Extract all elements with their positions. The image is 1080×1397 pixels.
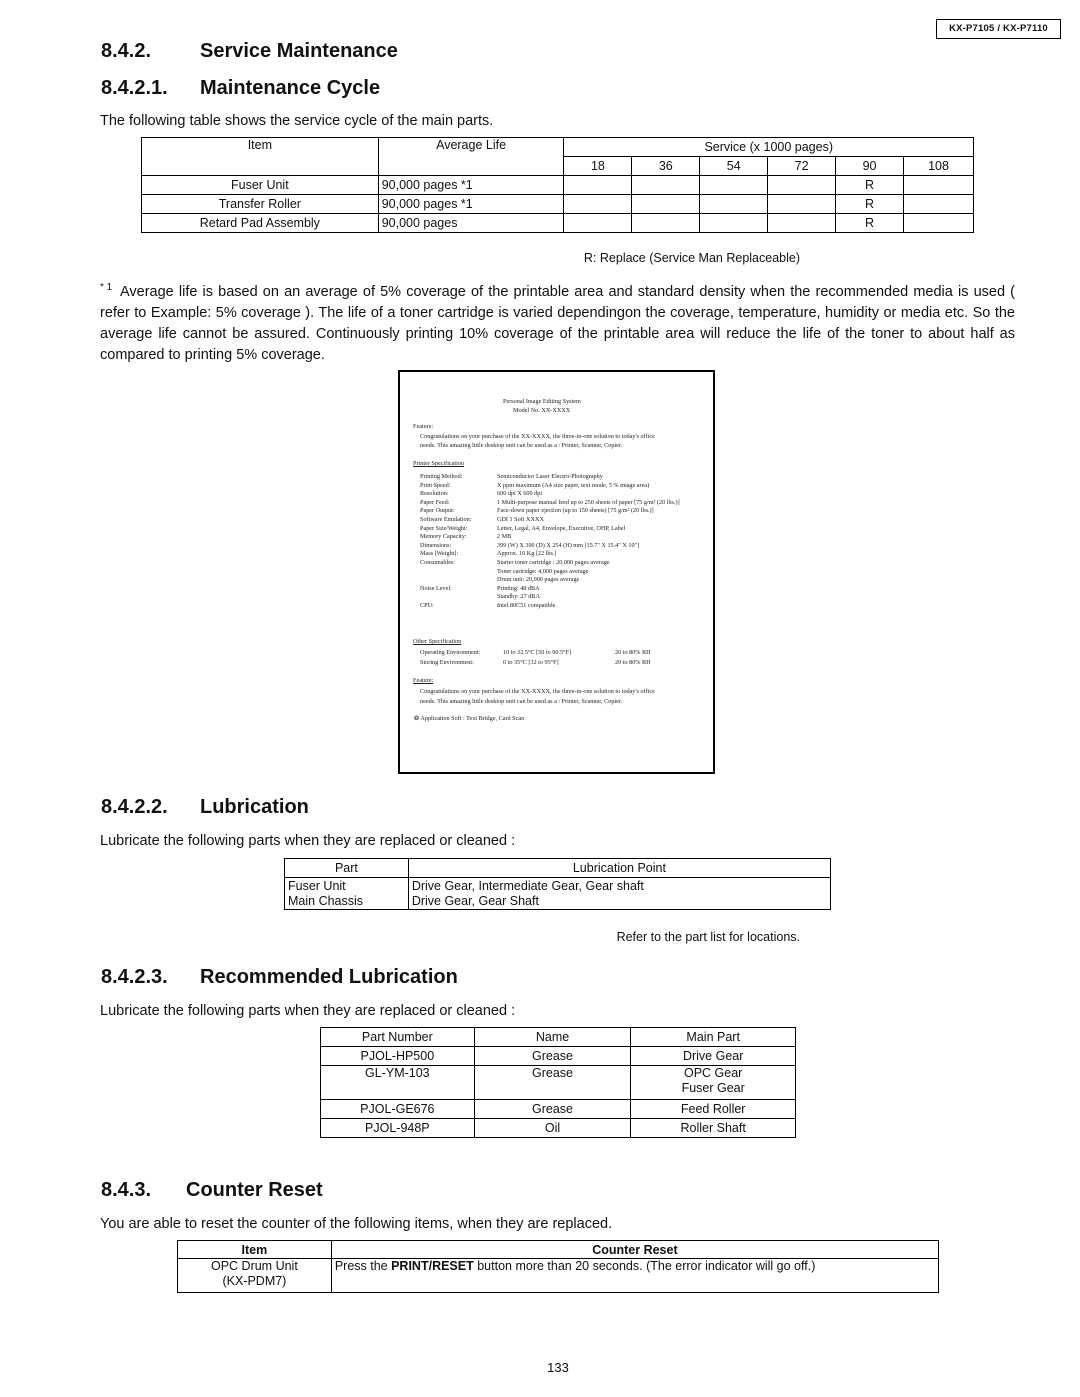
part-number-cell: PJOL-948P	[321, 1119, 475, 1138]
col-header-part: Part	[285, 859, 409, 878]
env-rh: 20 to 80% RH	[615, 649, 651, 656]
col-header-part-number: Part Number	[321, 1028, 475, 1047]
name-cell: Grease	[474, 1066, 631, 1100]
service-cell	[700, 195, 768, 214]
reset-instruction-cell	[331, 1259, 938, 1293]
part-cell: Fuser Unit	[285, 878, 409, 894]
spec-value: Standby: 27 dBA	[497, 593, 540, 601]
service-col: 108	[903, 157, 973, 176]
service-cell	[768, 176, 836, 195]
main-part-cell: Roller Shaft	[631, 1119, 796, 1138]
reset-text: Press the	[334, 1259, 392, 1273]
env-label: Storing Environment:	[420, 659, 474, 666]
heading-number: 8.4.3.	[101, 1179, 152, 1201]
spec-value: Printing: 48 dBA	[497, 584, 540, 592]
heading-number: 8.4.2.1.	[101, 77, 168, 99]
sample-other-heading: Other Specification	[413, 638, 462, 645]
spec-value: Toner cartridge: 4,000 pages average	[497, 567, 589, 575]
spec-value: Face-down paper ejection (up to 150 sheets) [75 g/m² (20 lbs.)]	[497, 507, 654, 515]
service-col: 90	[836, 157, 904, 176]
replace-legend: R: Replace (Service Man Replaceable)	[583, 251, 800, 265]
spec-value: Drum unit: 20,000 pages average	[497, 576, 580, 584]
col-header-average-life: Average Life	[378, 138, 564, 176]
main-part-cell	[631, 1066, 796, 1100]
spec-label: Noise Level:	[420, 584, 452, 592]
table-row	[321, 1119, 796, 1138]
spec-label: Mass [Weight]:	[420, 550, 459, 558]
model-tag: KX-P7105 / KX-P7110	[936, 19, 1061, 39]
spec-value: X ppm maximum (A4 size paper, text mode, 5 % image area)	[497, 481, 650, 489]
service-cell	[632, 195, 700, 214]
table-row	[178, 1259, 939, 1293]
spec-label: CPU:	[420, 601, 434, 609]
col-header-lubrication-point: Lubrication Point	[408, 859, 830, 878]
spec-label: Consumables:	[420, 558, 456, 566]
service-cell	[903, 176, 973, 195]
heading-lubrication	[101, 796, 309, 819]
table-row	[142, 195, 974, 214]
spec-label: Resolution:	[420, 490, 449, 498]
spec-label: Paper Feed:	[420, 498, 450, 506]
main-part-line: OPC Gear	[684, 1066, 743, 1080]
item-cell: Transfer Roller	[142, 195, 379, 214]
maintenance-intro: The following table shows the service cycle of the main parts.	[100, 113, 494, 129]
service-cell	[564, 195, 632, 214]
heading-title: Recommended Lubrication	[200, 966, 458, 988]
spec-value: GDI 1 Soft XXXX	[497, 515, 544, 523]
table-row	[285, 878, 831, 894]
sample-spec-heading: Printer Specification	[413, 460, 465, 467]
heading-service-maintenance	[101, 40, 398, 63]
spec-value: Intel 80C51 compatible	[497, 601, 556, 609]
heading-maintenance-cycle	[101, 77, 380, 100]
main-part-cell: Drive Gear	[631, 1047, 796, 1066]
spec-value: 1 Multi-purpose manual feed up to 250 sheets of paper [75 g/m² (20 lbs.)]	[497, 498, 680, 506]
heading-number: 8.4.2.	[101, 40, 152, 62]
spec-value: Approx. 10 Kg [22 lbs.]	[497, 550, 557, 558]
service-cell: R	[836, 176, 904, 195]
item-line: OPC Drum Unit	[210, 1259, 298, 1273]
spec-value: Letter, Legal, A4, Envelope, Executive, OHP, Label	[497, 524, 626, 532]
service-col: 18	[564, 157, 632, 176]
spec-label: Print Speed:	[420, 481, 451, 489]
heading-number: 8.4.2.2.	[101, 796, 168, 818]
item-cell: Retard Pad Assembly	[142, 214, 379, 233]
part-cell: Main Chassis	[285, 894, 409, 910]
item-cell: Fuser Unit	[142, 176, 379, 195]
spec-value: Starter toner cartridge : 20,000 pages average	[497, 558, 610, 566]
counter-reset-intro: You are able to reset the counter of the following items, when they are replaced.	[100, 1216, 613, 1232]
recommended-lubrication-intro: Lubricate the following parts when they are replaced or cleaned :	[100, 1003, 516, 1019]
spec-value: Semiconductor Laser Electro-Photography	[497, 473, 603, 480]
part-number-cell: GL-YM-103	[321, 1066, 475, 1100]
spec-value: 600 dpi X 600 dpi	[497, 490, 543, 498]
sample-app-soft	[414, 715, 524, 724]
table-row	[285, 894, 831, 910]
spec-label: Memory Capacity:	[420, 533, 467, 541]
heading-number: 8.4.2.3.	[101, 966, 168, 988]
reset-text: button more than 20 seconds. (The error indicator will go off.)	[473, 1259, 816, 1273]
env-label: Operating Environment:	[420, 649, 481, 656]
table-row	[321, 1066, 796, 1100]
service-cell	[632, 214, 700, 233]
col-header-main-part: Main Part	[631, 1028, 796, 1047]
sample-feature-text: needs. This amazing little desktop unit can be used as a : Printer, Scanner, Copier.	[420, 442, 623, 449]
maintenance-cycle-table	[141, 137, 974, 233]
print-reset-button-label: PRINT/RESET	[391, 1259, 474, 1273]
counter-reset-table	[177, 1240, 939, 1293]
main-part-line: Fuser Gear	[681, 1081, 745, 1095]
service-cell	[564, 214, 632, 233]
lubrication-intro: Lubricate the following parts when they are replaced or cleaned :	[100, 833, 516, 849]
heading-title: Counter Reset	[186, 1179, 323, 1201]
footnote-text: Average life is based on an average of 5% coverage of the printable area and standard density when the recommended media is used ( refer to Example: 5% coverage ). The life of a toner cartridge is varied dependingon the coverage, temperature, humidity or media etc. So the average life cannot be assured. Continuously printing 10% coverage of the printable area will reduce the life of the toner to about half as compared to printing 5% coverage.	[100, 284, 1015, 363]
main-part-cell: Feed Roller	[631, 1100, 796, 1119]
name-cell: Grease	[474, 1047, 631, 1066]
sample-feature2-heading: Feature:	[413, 677, 434, 684]
point-cell: Drive Gear, Gear Shaft	[408, 894, 830, 910]
service-cell	[700, 176, 768, 195]
heading-counter-reset	[101, 1179, 323, 1202]
lubrication-table	[284, 858, 831, 910]
page-number: 133	[547, 1360, 569, 1375]
env-value: 10 to 32.5°C [50 to 90.5°F]	[503, 649, 572, 656]
col-header-name: Name	[474, 1028, 631, 1047]
env-value: 0 to 35°C [32 to 95°F]	[503, 659, 559, 666]
col-header-item: Item	[142, 138, 379, 176]
heading-recommended-lubrication	[101, 966, 458, 989]
service-cell	[768, 214, 836, 233]
name-cell: Oil	[474, 1119, 631, 1138]
col-header-service: Service (x 1000 pages)	[564, 138, 974, 157]
service-cell	[632, 176, 700, 195]
heading-title: Service Maintenance	[200, 40, 398, 62]
heading-title: Maintenance Cycle	[200, 77, 381, 99]
spec-label: Software Emulation:	[420, 515, 472, 523]
service-cell	[768, 195, 836, 214]
service-cell	[564, 176, 632, 195]
env-rh: 20 to 80% RH	[615, 659, 651, 666]
service-col: 72	[768, 157, 836, 176]
sample-print-page	[398, 370, 715, 774]
recommended-lubrication-table	[320, 1027, 796, 1138]
sample-feature2-text: needs. This amazing little desktop unit can be used as a : Printer, Scanner, Copier.	[420, 698, 623, 705]
life-cell: 90,000 pages *1	[378, 176, 564, 195]
life-cell: 90,000 pages *1	[378, 195, 564, 214]
spec-label: Paper Output:	[420, 507, 455, 515]
sample-feature-text: Congratulations on your purchase of the XX-XXXX, the three-in-one solution to today's office	[420, 433, 655, 440]
bullet-icon: ❂	[414, 715, 420, 722]
service-cell: R	[836, 214, 904, 233]
sample-feature-heading: Feature:	[413, 423, 434, 430]
name-cell: Grease	[474, 1100, 631, 1119]
table-row	[142, 176, 974, 195]
sample-model: Model No. XX-XXXX	[513, 407, 571, 414]
spec-label: Printing Method:	[420, 473, 463, 480]
heading-title: Lubrication	[200, 796, 309, 818]
spec-value: 2 MB	[497, 533, 512, 541]
item-line: (KX-PDM7)	[222, 1274, 287, 1288]
app-soft-text: Application Soft : Text Bridge, Card Scan	[420, 715, 525, 722]
service-col: 54	[700, 157, 768, 176]
spec-value: 399 (W) X 390 (D) X 254 (H) mm [15.7" X 15.4" X 10"]	[497, 541, 640, 549]
table-row	[321, 1100, 796, 1119]
item-cell	[178, 1259, 332, 1293]
service-cell	[903, 214, 973, 233]
spec-label: Paper Size/Weight:	[420, 524, 468, 532]
sample-feature2-text: Congratulations on your purchase of the XX-XXXX, the three-in-one solution to today's office	[420, 688, 655, 695]
sample-title: Personal Image Editing System	[503, 398, 581, 405]
service-col: 36	[632, 157, 700, 176]
col-header-counter-reset: Counter Reset	[331, 1241, 938, 1259]
part-number-cell: PJOL-HP500	[321, 1047, 475, 1066]
service-cell	[903, 195, 973, 214]
table-row	[321, 1047, 796, 1066]
service-cell	[700, 214, 768, 233]
footnote-mark: * 1	[100, 282, 113, 293]
col-header-item: Item	[178, 1241, 332, 1259]
table-row	[142, 214, 974, 233]
point-cell: Drive Gear, Intermediate Gear, Gear shaft	[408, 878, 830, 894]
service-cell: R	[836, 195, 904, 214]
life-cell: 90,000 pages	[378, 214, 564, 233]
part-number-cell: PJOL-GE676	[321, 1100, 475, 1119]
part-list-note: Refer to the part list for locations.	[616, 930, 800, 944]
spec-label: Dimensions:	[420, 541, 452, 549]
